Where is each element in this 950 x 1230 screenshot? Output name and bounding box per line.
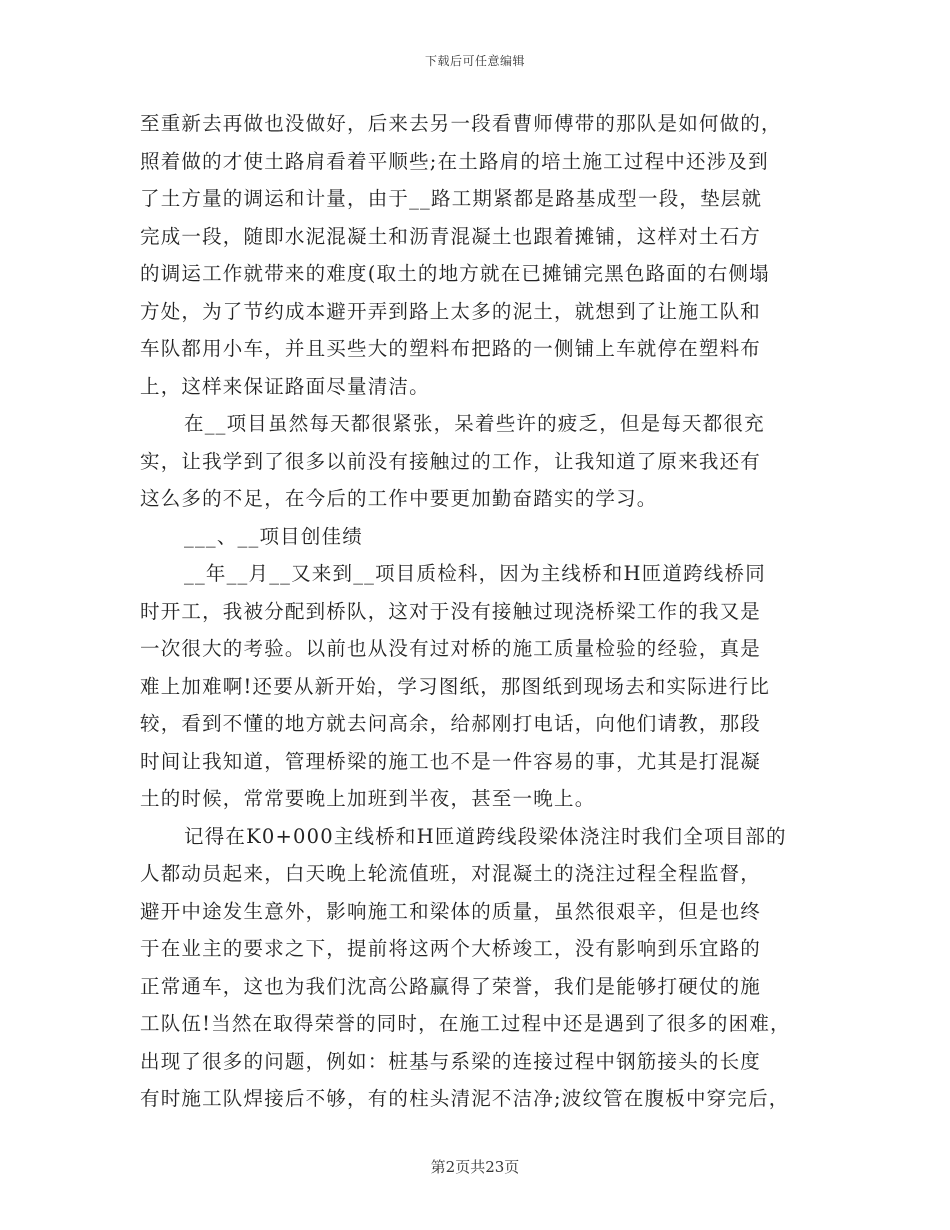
text-line: 至重新去再做也没做好，后来去另一段看曹师傅带的那队是如何做的，: [140, 112, 782, 135]
text-line: 实，让我学到了很多以前没有接触过的工作，让我知道了原来我还有: [140, 449, 762, 473]
text-line: 在__项目虽然每天都很紧张，呆着些许的疲乏，但是每天都很充: [184, 412, 765, 435]
text-line: 较，看到不懂的地方就去问高余，给郝刚打电话，向他们请教，那段: [140, 712, 762, 735]
text-line: 时开工，我被分配到桥队，这对于没有接触过现浇桥梁工作的我又是: [140, 599, 762, 623]
text-line: 有时施工队焊接后不够，有的柱头清泥不洁净;波纹管在腹板中穿完后，: [140, 1087, 790, 1110]
document-body: [140, 105, 820, 1118]
text-line: 出现了很多的问题，例如：桩基与系梁的连接过程中钢筋接头的长度: [140, 1049, 762, 1073]
text-line: 这么多的不足，在今后的工作中要更加勤奋踏实的学习。: [140, 487, 658, 510]
text-line: __年__月__又来到__项目质检科，因为主线桥和H匝道跨线桥同: [184, 562, 766, 585]
text-line: 正常通车，这也为我们沈高公路赢得了荣誉，我们是能够打硬仗的施: [140, 974, 762, 998]
text-line: 土的时候，常常要晚上加班到半夜，甚至一晚上。: [140, 787, 596, 810]
text-line: 完成一段，随即水泥混凝土和沥青混凝土也跟着摊铺，这样对土石方: [140, 224, 762, 248]
text-line: 于在业主的要求之下，提前将这两个大桥竣工，没有影响到乐宜路的: [140, 937, 762, 960]
text-line: ___、__项目创佳绩: [184, 524, 363, 548]
text-line: 车队都用小车，并且买些大的塑料布把路的一侧铺上车就停在塑料布: [140, 337, 762, 360]
text-line: 的调运工作就带来的难度(取土的地方就在已摊铺完黑色路面的右侧塌: [140, 262, 770, 285]
text-line: 工队伍!当然在取得荣誉的同时，在施工过程中还是遇到了很多的困难，: [140, 1012, 791, 1035]
text-line: 一次很大的考验。以前也从没有过对桥的施工质量检验的经验，真是: [140, 637, 762, 660]
text-line: 难上加难啊!还要从新开始，学习图纸，那图纸到现场去和实际进行比: [140, 674, 771, 698]
text-line: 时间让我知道，管理桥梁的施工也不是一件容易的事，尤其是打混凝: [140, 749, 762, 773]
text-line: 上，这样来保证路面尽量清洁。: [140, 374, 430, 398]
text-line: 避开中途发生意外，影响施工和梁体的质量，虽然很艰辛，但是也终: [140, 899, 762, 923]
text-line: 人都动员起来，白天晚上轮流值班，对混凝土的浇注过程全程监督，: [140, 862, 762, 885]
page-footer: 第2页共23页: [430, 1158, 520, 1176]
text-line: 方处，为了节约成本避开弄到路上太多的泥土，就想到了让施工队和: [140, 299, 762, 323]
text-line: 了土方量的调运和计量，由于__路工期紧都是路基成型一段，垫层就: [140, 187, 763, 210]
page-header: 下载后可任意编辑: [424, 54, 525, 68]
text-line: 照着做的才使土路肩看着平顺些;在土路肩的培土施工过程中还涉及到: [140, 149, 769, 173]
text-line: 记得在K0+000主线桥和H匝道跨线段梁体浇注时我们全项目部的: [184, 824, 787, 848]
